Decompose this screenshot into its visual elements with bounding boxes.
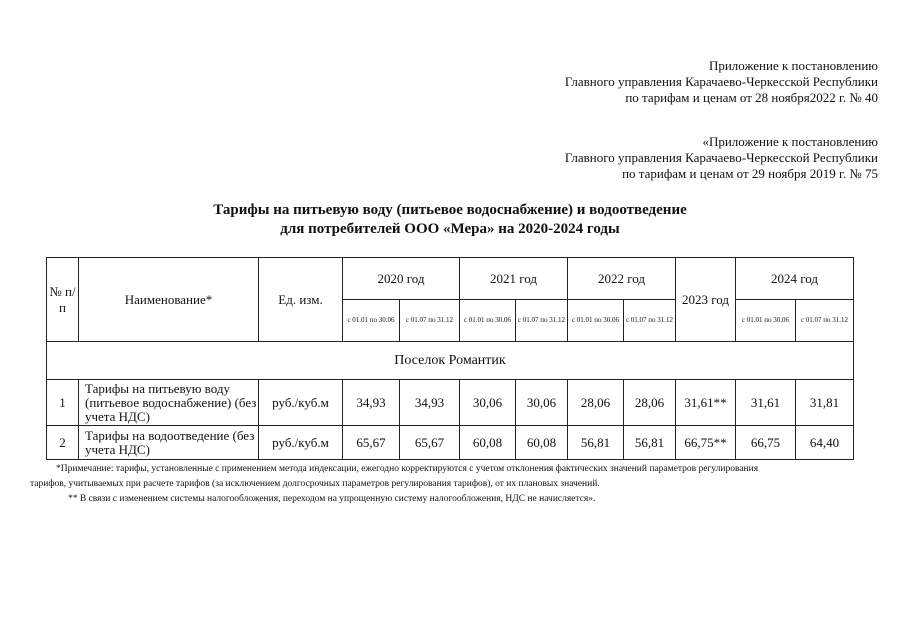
row2-2022-h2: 56,81 — [624, 426, 676, 460]
footnote-line3: ** В связи с изменением системы налогообложения, переходом на упрощенную систему налогообложения, НДС не начисляется». — [68, 494, 596, 504]
row2-unit: руб./куб.м — [259, 426, 343, 460]
header-current-appendix — [565, 58, 878, 106]
col-header-2022: 2022 год — [568, 258, 676, 300]
row2-2022-h1: 56,81 — [568, 426, 624, 460]
row2-name: Тарифы на водоотведение (без учета НДС) — [79, 426, 259, 460]
header-original-line3: по тарифам и ценам от 29 ноября 2019 г. № 75 — [622, 166, 878, 181]
header-original-line2: Главного управления Карачаево-Черкесской Республики — [564, 150, 878, 165]
row1-2024-h2: 31,81 — [796, 380, 854, 426]
row1-name: Тарифы на питьевую воду (питьевое водоснабжение) (без учета НДС) — [79, 380, 259, 426]
row2-2020-h2: 65,67 — [400, 426, 460, 460]
period-2021-h1: с 01.01 по 30.06 — [460, 300, 516, 342]
footnotes — [30, 462, 890, 507]
period-2022-h2: с 01.07 по 31.12 — [624, 300, 676, 342]
row1-unit: руб./куб.м — [259, 380, 343, 426]
header-original-line1: «Приложение к постановлению — [702, 134, 878, 149]
row1-2024-h1: 31,61 — [736, 380, 796, 426]
table-row — [47, 380, 854, 426]
row1-2020-h2: 34,93 — [400, 380, 460, 426]
section-title: Поселок Романтик — [47, 342, 854, 380]
header-original-appendix — [565, 134, 878, 182]
col-header-unit: Ед. изм. — [259, 258, 343, 342]
row2-2024-h1: 66,75 — [736, 426, 796, 460]
tariffs-table — [46, 257, 854, 460]
row1-2023: 31,61** — [676, 380, 736, 426]
col-header-2023: 2023 год — [676, 258, 736, 342]
col-header-2021: 2021 год — [460, 258, 568, 300]
header-current-line1: Приложение к постановлению — [708, 58, 878, 73]
col-header-name: Наименование* — [79, 258, 259, 342]
row1-2022-h2: 28,06 — [624, 380, 676, 426]
row1-2020-h1: 34,93 — [343, 380, 400, 426]
table-row — [47, 426, 854, 460]
table-header-row-years — [47, 258, 854, 300]
row1-2022-h1: 28,06 — [568, 380, 624, 426]
header-current-line3: по тарифам и ценам от 28 ноября2022 г. № 40 — [625, 90, 878, 105]
row2-2021-h2: 60,08 — [516, 426, 568, 460]
row1-2021-h1: 30,06 — [460, 380, 516, 426]
footnote-line1: *Примечание: тарифы, установленные с применением метода индексации, ежегодно корректируются с учетом отклонения фактических значений параметров регулирования — [56, 464, 759, 474]
row2-2024-h2: 64,40 — [796, 426, 854, 460]
period-2020-h1: с 01.01 по 30.06 — [343, 300, 400, 342]
col-header-no: № п/п — [47, 258, 79, 342]
footnote-line2: тарифов, учитываемых при расчете тарифов (за исключением долгосрочных параметров регулирования тарифов), от их плановых значений. — [30, 479, 600, 489]
row2-2023: 66,75** — [676, 426, 736, 460]
period-2024-h2: с 01.07 по 31.12 — [796, 300, 854, 342]
section-row — [47, 342, 854, 380]
row2-2020-h1: 65,67 — [343, 426, 400, 460]
row2-no: 2 — [47, 426, 79, 460]
col-header-2020: 2020 год — [343, 258, 460, 300]
row1-no: 1 — [47, 380, 79, 426]
title-line1: Тарифы на питьевую воду (питьевое водоснабжение) и водоотведение — [213, 202, 687, 218]
row1-2021-h2: 30,06 — [516, 380, 568, 426]
row2-2021-h1: 60,08 — [460, 426, 516, 460]
period-2022-h1: с 01.01 по 30.06 — [568, 300, 624, 342]
document-title — [150, 201, 750, 239]
period-2024-h1: с 01.01 по 30.06 — [736, 300, 796, 342]
period-2020-h2: с 01.07 по 31.12 — [400, 300, 460, 342]
header-current-line2: Главного управления Карачаево-Черкесской Республики — [564, 74, 878, 89]
period-2021-h2: с 01.07 по 31.12 — [516, 300, 568, 342]
title-line2: для потребителей ООО «Мера» на 2020-2024 годы — [280, 221, 620, 237]
col-header-2024: 2024 год — [736, 258, 854, 300]
